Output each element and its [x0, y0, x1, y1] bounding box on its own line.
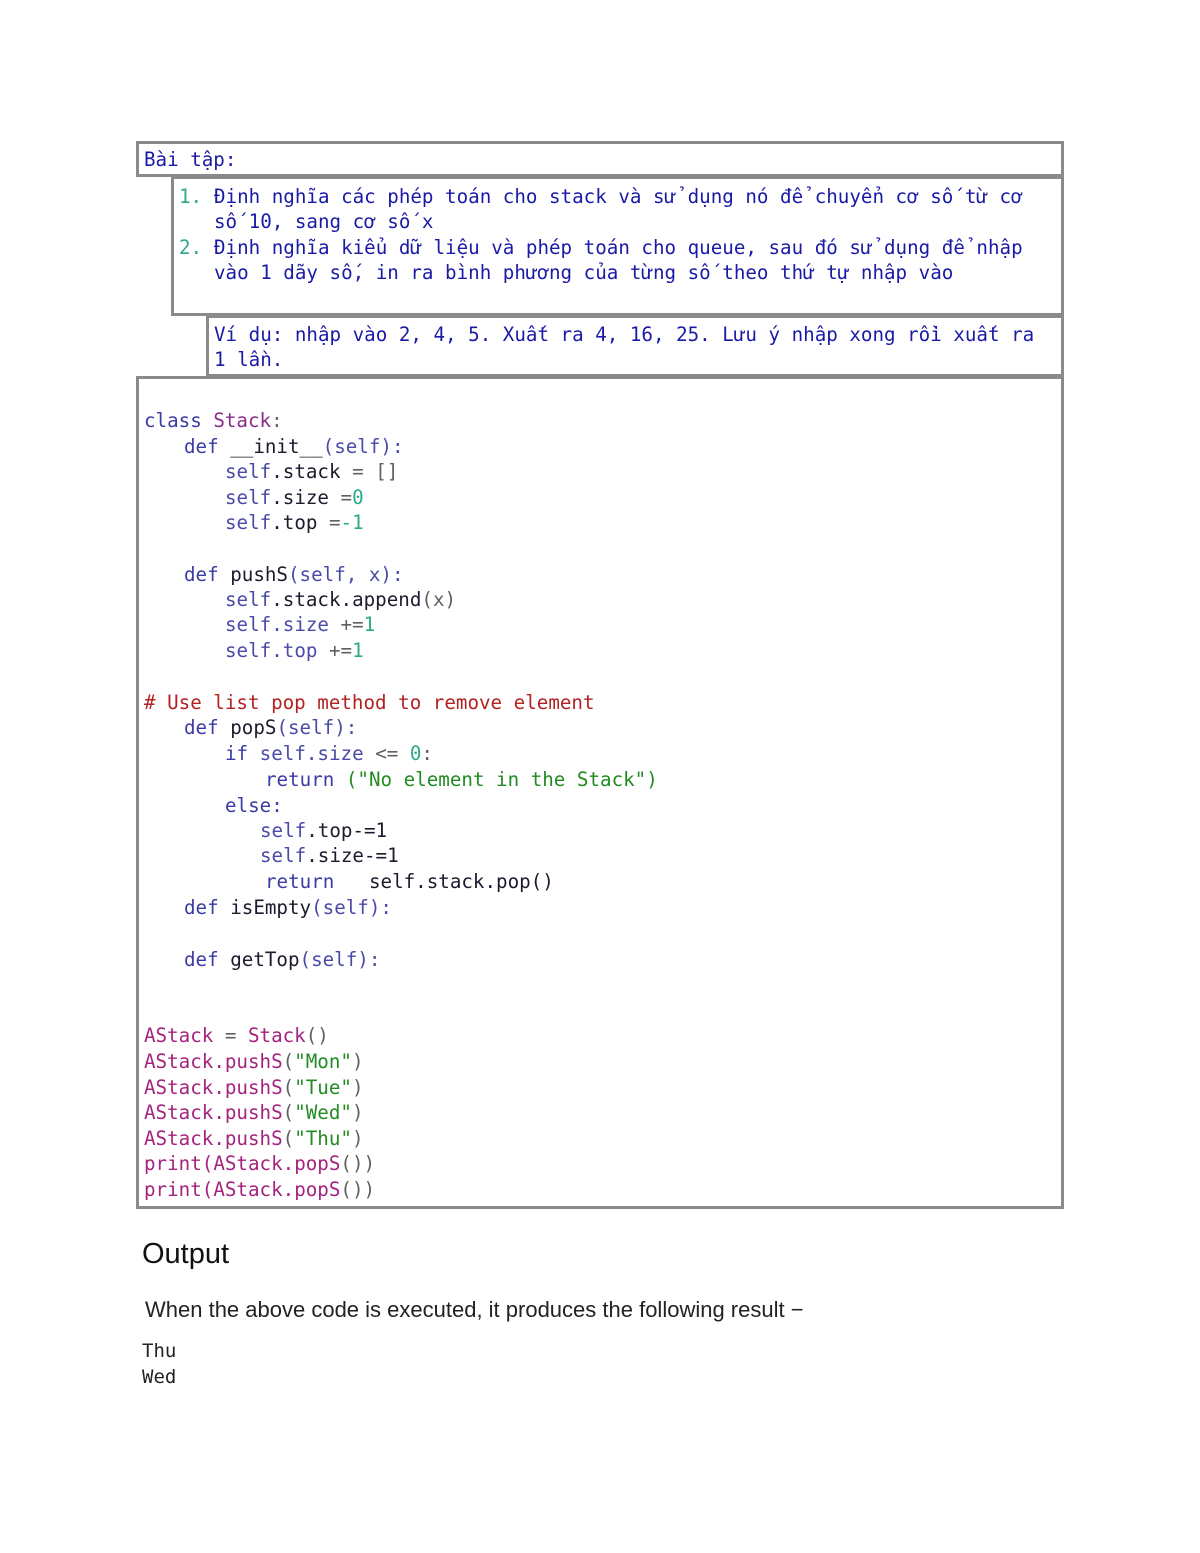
identifier: (AStack [201, 1152, 283, 1175]
identifier: AStack [144, 1127, 214, 1150]
method: .pushS [213, 1050, 283, 1073]
self-token: self [225, 588, 272, 611]
punct: ( [282, 1127, 295, 1150]
keyword: class [144, 409, 202, 432]
args: (self): [322, 435, 404, 458]
attr: .size-=1 [306, 844, 399, 867]
code-line-main [144, 1049, 364, 1074]
op: <= [375, 742, 399, 765]
code-line [225, 612, 375, 637]
method: .pushS [213, 1101, 283, 1124]
code-line [260, 843, 399, 868]
keyword: if [225, 742, 249, 765]
keyword: def [184, 716, 219, 739]
args: (self): [276, 716, 358, 739]
keyword: def [184, 563, 219, 586]
code-line-def-init [184, 434, 404, 459]
method: .popS [282, 1152, 341, 1175]
code-line-def-gettop [184, 947, 380, 972]
punct: : [271, 409, 283, 432]
self-token: self [260, 844, 307, 867]
args: (self, x): [287, 563, 404, 586]
value: (x) [421, 588, 457, 611]
attr: .stack.append [271, 588, 422, 611]
output-heading: Output [142, 1238, 230, 1270]
number: 1 [363, 613, 376, 636]
punct: ) [351, 1050, 364, 1073]
class-name: Stack [213, 409, 272, 432]
code-line [225, 587, 456, 612]
keyword: def [184, 948, 219, 971]
code-line [225, 638, 364, 663]
code-line-return [265, 767, 658, 792]
function-name: popS [230, 716, 277, 739]
function-name: __init__ [230, 435, 323, 458]
output-description: When the above code is executed, it produces the following result − [145, 1297, 804, 1322]
exercise-title-box [136, 141, 1064, 177]
identifier: AStack [144, 1076, 214, 1099]
task-text: Định nghĩa các phép toán cho stack và sử dụng nó để chuyển cơ số từ cơ số 10, sang cơ số x [214, 185, 1023, 234]
identifier: print [144, 1178, 202, 1201]
string: "Mon" [294, 1050, 352, 1073]
code-line-main [144, 1177, 375, 1202]
keyword: def [184, 896, 219, 919]
attr: .top-=1 [306, 819, 388, 842]
identifier: Stack [247, 1024, 306, 1047]
output-line: Thu [142, 1340, 177, 1362]
code-line-main [144, 1151, 375, 1176]
number: 0 [352, 486, 364, 509]
args: (self): [311, 896, 392, 919]
identifier: (AStack [201, 1178, 283, 1201]
punct: ( [282, 1050, 295, 1073]
self-token: self [225, 613, 272, 636]
task-number: 2. [179, 235, 203, 259]
punct: ) [351, 1101, 364, 1124]
self-token: self [225, 511, 272, 534]
punct: ) [351, 1076, 364, 1099]
op: += [328, 613, 364, 636]
identifier: AStack [144, 1101, 214, 1124]
output-line: Wed [142, 1366, 177, 1388]
attr: .size [271, 613, 329, 636]
op: += [317, 639, 353, 662]
code-line-return [265, 869, 554, 894]
number: 0 [398, 742, 422, 765]
attr: .stack [271, 460, 341, 483]
code-line [260, 818, 387, 843]
self-token: self [260, 819, 307, 842]
task-text: Định nghĩa kiểu dữ liệu và phép toán cho queue, sau đó sử dụng để nhập vào 1 dãy số, in ra bình phương của từng số theo thứ tự nhập vào [214, 235, 1023, 285]
number: -1 [340, 511, 364, 534]
condition: self.size [248, 742, 376, 765]
keyword: return [265, 870, 335, 893]
task-item [179, 235, 1055, 286]
code-line [225, 510, 364, 535]
number: 1 [352, 639, 364, 662]
punct: : [421, 742, 433, 765]
self-token: self [225, 460, 272, 483]
example-box [206, 315, 1064, 377]
code-line-main [144, 1126, 364, 1151]
identifier: AStack [144, 1050, 214, 1073]
punct: () [305, 1024, 329, 1047]
args: (self): [299, 948, 381, 971]
keyword: def [184, 435, 219, 458]
method: .pushS [213, 1127, 283, 1150]
task-item [179, 184, 1055, 235]
task-list [179, 184, 1055, 286]
op: = [328, 486, 353, 509]
code-line [225, 485, 364, 510]
op: = [317, 511, 341, 534]
attr: .top [271, 639, 318, 662]
value: [] [375, 460, 399, 483]
task-number: 1. [179, 185, 203, 208]
attr: .size [271, 486, 329, 509]
op: = [213, 1024, 248, 1047]
punct: ()) [340, 1152, 376, 1175]
self-token: self [225, 639, 272, 662]
punct: ) [351, 1127, 364, 1150]
identifier: AStack [144, 1024, 214, 1047]
punct: ( [282, 1101, 295, 1124]
attr: .top [271, 511, 318, 534]
method: .popS [282, 1178, 341, 1201]
tasks-box [171, 176, 1064, 316]
string: "Wed" [294, 1101, 352, 1124]
code-comment: # Use list pop method to remove element [144, 691, 595, 714]
string: "Thu" [294, 1127, 352, 1150]
method: .pushS [213, 1076, 283, 1099]
code-line-def-pop [184, 715, 357, 740]
function-name: pushS [230, 563, 288, 586]
code-line-def-isempty [184, 895, 392, 920]
punct: ()) [340, 1178, 376, 1201]
string: "Tue" [294, 1076, 352, 1099]
self-token: self [225, 486, 272, 509]
code-line-if [225, 741, 433, 766]
op: = [340, 460, 376, 483]
string: ("No element in the Stack") [345, 768, 658, 791]
code-line [225, 459, 398, 484]
code-line-main [144, 1100, 364, 1125]
exercise-heading: Bài tập: [144, 148, 237, 171]
keyword: return [265, 768, 335, 791]
punct: ( [282, 1076, 295, 1099]
example-text: Ví dụ: nhập vào 2, 4, 5. Xuất ra 4, 16, 25. Lưu ý nhập xong rồi xuất ra 1 lần. [214, 323, 1035, 372]
code-line-class [144, 408, 283, 433]
function-name: isEmpty [230, 896, 312, 919]
expression: self.stack.pop() [368, 870, 554, 893]
code-block [136, 376, 1064, 1209]
identifier: print [144, 1152, 202, 1175]
code-line-def-push [184, 562, 404, 587]
code-line-main [144, 1023, 329, 1048]
code-line-main [144, 1075, 364, 1100]
function-name: getTop [230, 948, 300, 971]
code-line-else: else: [225, 794, 283, 817]
